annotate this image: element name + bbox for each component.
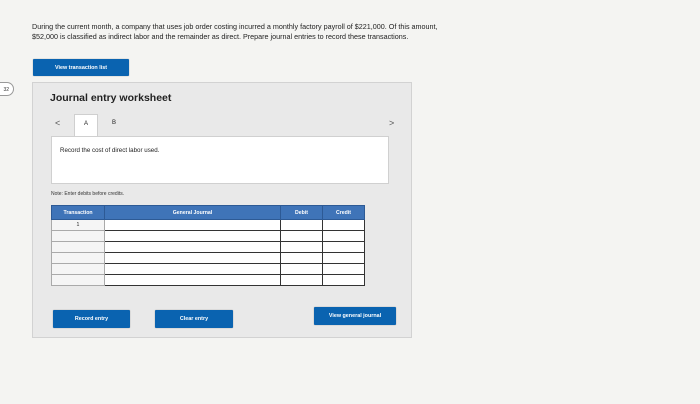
credit-input[interactable] [323, 275, 365, 286]
credit-input[interactable] [323, 231, 365, 242]
header-general-journal: General Journal [105, 206, 281, 220]
account-input[interactable] [105, 253, 281, 264]
note-text: Note: Enter debits before credits. [51, 191, 125, 197]
table-row [52, 275, 365, 286]
debit-input[interactable] [281, 264, 323, 275]
debit-input[interactable] [281, 231, 323, 242]
table-row [52, 231, 365, 242]
question-line-1: During the current month, a company that uses job order costing incurred a monthly factory payroll of $221,000. Of this amount, [32, 22, 438, 31]
question-text [32, 22, 552, 41]
table-header-row [52, 206, 365, 220]
transaction-cell [52, 253, 105, 264]
header-credit: Credit [323, 206, 365, 220]
table-row [52, 220, 365, 231]
account-input[interactable] [105, 264, 281, 275]
debit-input[interactable] [281, 242, 323, 253]
table-row [52, 242, 365, 253]
question-number-badge: 32 [0, 82, 14, 96]
debit-input[interactable] [281, 220, 323, 231]
table-row [52, 253, 365, 264]
account-input[interactable] [105, 231, 281, 242]
debit-input[interactable] [281, 275, 323, 286]
header-transaction: Transaction [52, 206, 105, 220]
header-debit: Debit [281, 206, 323, 220]
credit-input[interactable] [323, 253, 365, 264]
account-input[interactable] [105, 275, 281, 286]
transaction-cell [52, 275, 105, 286]
tab-a[interactable]: A [74, 114, 98, 136]
worksheet-title: Journal entry worksheet [50, 92, 172, 104]
credit-input[interactable] [323, 220, 365, 231]
view-transaction-list-button[interactable]: View transaction list [33, 59, 129, 76]
credit-input[interactable] [323, 242, 365, 253]
transaction-cell: 1 [52, 220, 105, 231]
record-entry-button[interactable]: Record entry [53, 310, 130, 328]
debit-input[interactable] [281, 253, 323, 264]
account-input[interactable] [105, 220, 281, 231]
clear-entry-button[interactable]: Clear entry [155, 310, 233, 328]
transaction-cell [52, 231, 105, 242]
transaction-cell [52, 242, 105, 253]
table-row [52, 264, 365, 275]
account-input[interactable] [105, 242, 281, 253]
previous-tab-icon[interactable]: < [55, 118, 61, 128]
next-tab-icon[interactable]: > [389, 118, 395, 128]
journal-table [51, 205, 365, 286]
view-general-journal-button[interactable]: View general journal [314, 307, 396, 325]
question-line-2: $52,000 is classified as indirect labor and the remainder as direct. Prepare journal entries to record these transactions. [32, 31, 409, 41]
credit-input[interactable] [323, 264, 365, 275]
tab-b[interactable]: B [111, 120, 116, 126]
instruction-box [51, 136, 389, 184]
instruction-text: Record the cost of direct labor used. [60, 147, 160, 154]
transaction-cell [52, 264, 105, 275]
